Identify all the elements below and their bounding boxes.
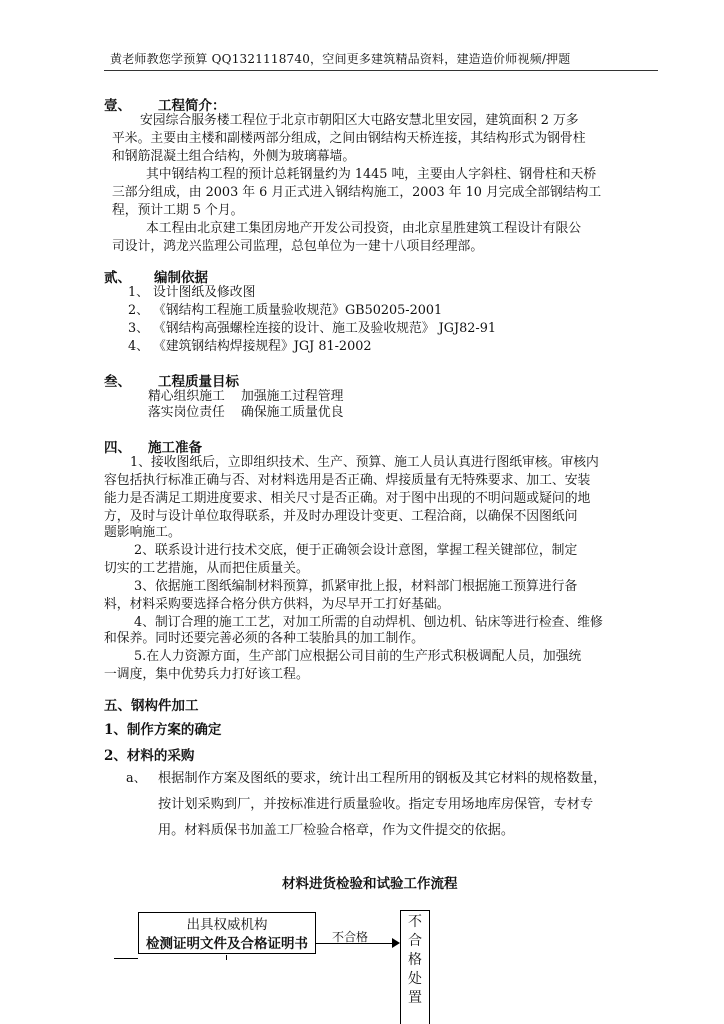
prep-line: 料，材料采购要选择合格分供方供料，为尽早开工打好基础。 (104, 597, 450, 612)
prep-line: 能力是否满足工期进度要求、相关尺寸是否正确。对于图中出现的不明问题或疑问的地 (104, 491, 591, 506)
flow-box-nonconforming-text: 不合格处置 (408, 914, 422, 1006)
section-1-line: 平米。主要由主楼和副楼两部分组成，之间由钢结构天桥连接，其结构形式为钢骨柱 (112, 131, 586, 146)
section-5-title: 五、钢构件加工 (104, 698, 199, 714)
section-1-title: 工程简介： (158, 98, 226, 114)
page-header: 黄老师教您学预算 QQ1321118740，空间更多建筑精品资料，建造造价师视频/押题 (110, 52, 571, 66)
item-a-line: 根据制作方案及图纸的要求，统计出工程所用的钢板及其它材料的规格数量， (158, 771, 607, 786)
flow-box-certificates (138, 912, 316, 954)
flowchart-title: 材料进货检验和试验工作流程 (282, 876, 458, 892)
flow-box-certificates-line2: 检测证明文件及合格证明书 (146, 936, 308, 952)
quality-goal-line: 精心组织施工 加强施工过程管理 (148, 389, 344, 404)
flow-box-certificates-line1: 出具权威机构 (186, 917, 268, 933)
prep-line: 一调度，集中优势兵力打好该工程。 (104, 667, 309, 682)
prep-line: 题影响施工。 (104, 525, 181, 540)
section-4-number: 四、 (104, 440, 131, 456)
basis-item: 4、 《建筑钢结构焊接规程》JGJ 81-2002 (128, 339, 372, 354)
section-1-line: 司设计，鸿龙兴监理公司监理，总包单位为一建十八项目经理部。 (112, 239, 484, 254)
section-3-number: 叁、 (104, 374, 131, 390)
prep-line: 4、制订合理的施工工艺，对加工所需的自动焊机、刨边机、钻床等进行检查、维修 (134, 615, 603, 630)
section-4-title: 施工准备 (148, 440, 202, 456)
subsection-1-title: 1、制作方案的确定 (104, 722, 222, 738)
section-1-line: 和钢筋混凝土组合结构，外侧为玻璃幕墙。 (112, 149, 356, 164)
section-1-line: 其中钢结构工程的预计总耗钢量约为 1445 吨，主要由人字斜柱、钢骨柱和天桥 (146, 167, 597, 182)
prep-line: 容包括执行标准正确与否、对材料选用是否正确、焊接质量有无特殊要求、加工、安装 (104, 473, 591, 488)
quality-goal-line: 落实岗位责任 确保施工质量优良 (148, 405, 344, 420)
section-2-number: 贰、 (104, 270, 131, 286)
subsection-2-title: 2、材料的采购 (104, 748, 195, 764)
header-rule (104, 70, 658, 71)
flow-box-nonconforming (400, 910, 430, 1024)
section-2-title: 编制依据 (154, 270, 208, 286)
prep-line: 方，及时与设计单位取得联系，并及时办理设计变更、工程洽商，以确保不因图纸问 (104, 509, 578, 524)
item-a-line: 按计划采购到厂，并按标准进行质量验收。指定专用场地库房保管，专材专 (158, 797, 594, 812)
flow-arrow-label: 不合格 (332, 930, 369, 944)
prep-line: 5.在人力资源方面，生产部门应根据公司目前的生产形式积极调配人员，加强统 (134, 649, 582, 664)
prep-line: 切实的工艺措施，从而把住质量关。 (104, 561, 309, 576)
basis-item: 2、 《钢结构工程施工质量验收规范》GB50205-2001 (128, 303, 443, 318)
prep-line: 1、接收图纸后，立即组织技术、生产、预算、施工人员认真进行图纸审核。审核内 (130, 455, 599, 470)
item-a-line: 用。材料质保书加盖工厂检验合格章，作为文件提交的依据。 (158, 823, 515, 838)
section-1-line: 安园综合服务楼工程位于北京市朝阳区大屯路安慧北里安园，建筑面积 2 万多 (140, 113, 579, 128)
section-3-title: 工程质量目标 (158, 374, 239, 390)
prep-line: 3、依据施工图纸编制材料预算，抓紧审批上报，材料部门根据施工预算进行备 (134, 579, 578, 594)
flow-connector-down (226, 955, 227, 960)
prep-line: 和保养。同时还要完善必须的各种工装胎具的加工制作。 (104, 631, 424, 646)
section-1-line: 程，预计工期 5 个月。 (112, 203, 244, 218)
item-a-label: a、 (126, 771, 147, 786)
basis-item: 3、 《钢结构高强螺栓连接的设计、施工及验收规范》 JGJ82-91 (128, 321, 496, 336)
section-1-number: 壹、 (104, 98, 131, 114)
flow-arrowhead-icon (392, 938, 400, 948)
section-1-line: 三部分组成，由 2003 年 6 月正式进入钢结构施工，2003 年 10 月完成全部钢结构工 (112, 185, 602, 200)
section-1-line: 本工程由北京建工集团房地产开发公司投资，由北京星胜建筑工程设计有限公 (146, 221, 582, 236)
flow-connector-left (114, 958, 138, 959)
basis-item: 1、 设计图纸及修改图 (128, 285, 256, 300)
prep-line: 2、联系设计进行技术交底，便于正确领会设计意图，掌握工程关键部位，制定 (134, 543, 578, 558)
